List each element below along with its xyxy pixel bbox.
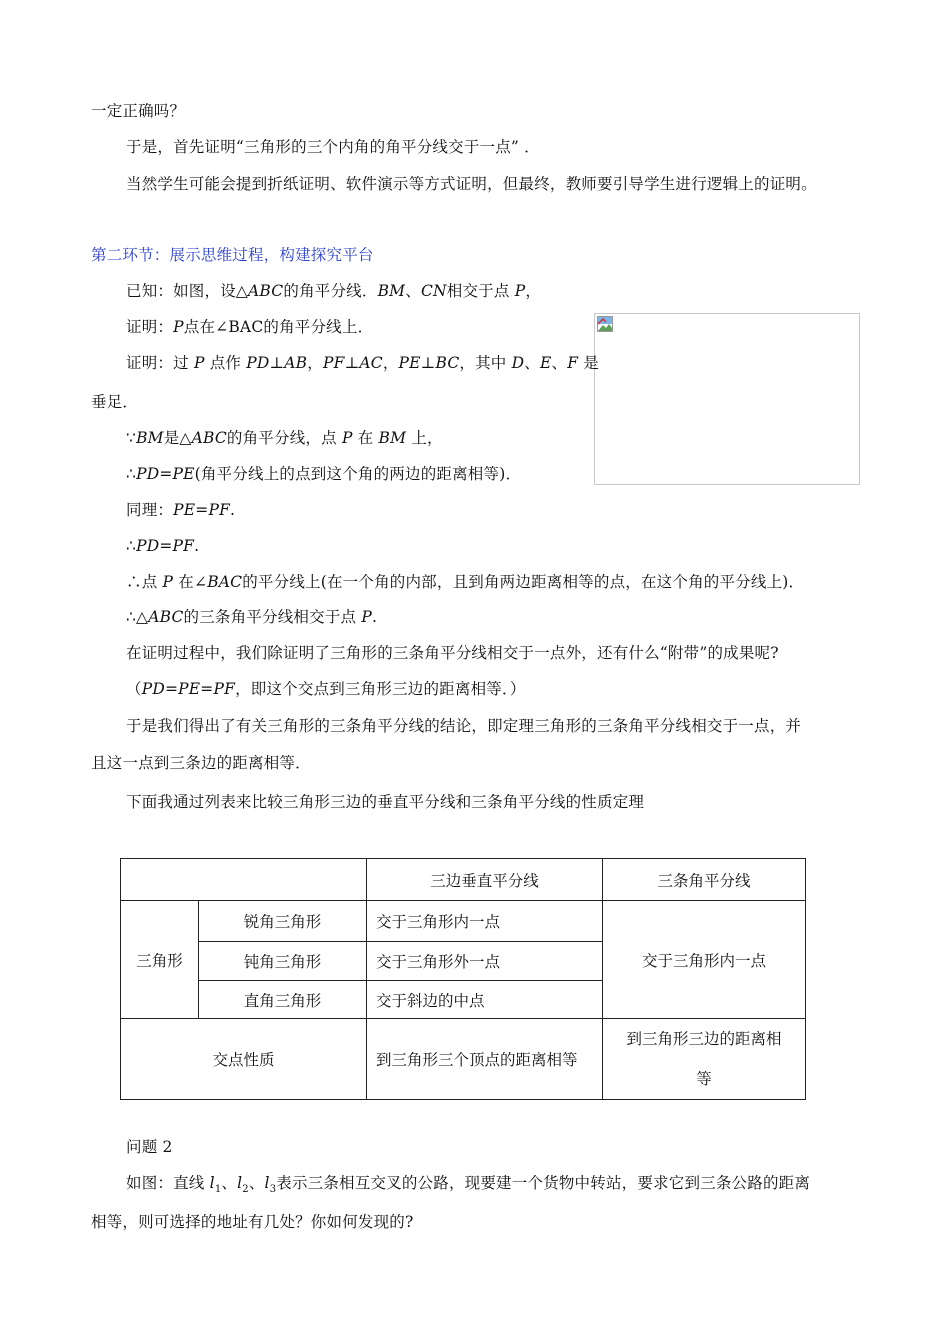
- therefore-line: ∴点 P 在∠BAC的平分线上(在一个角的内部，且到角两边距离相等的点，在这个角的平分线上)．: [126, 573, 805, 591]
- since-line: ∵BM是△ABC的角平分线，点 P 在 BM 上，: [126, 429, 443, 447]
- row-group-label: 三角形: [121, 901, 199, 1019]
- table-cell: 交于三角形内一点: [603, 901, 806, 1019]
- conclusion-line: 且这一点到三条边的距离相等．: [91, 754, 311, 772]
- problem-line: 如图：直线 $l_1$、$l_2$、$l_3$表示三条相互交叉的公路，现要建一个货物中转站，要求它到三条公路的距离: [126, 1174, 811, 1196]
- text-line: 当然学生可能会提到折纸证明、软件演示等方式证明，但最终，教师要引导学生进行逻辑上的证明。: [126, 175, 817, 193]
- therefore-line: ∴△ABC的三条角平分线相交于点 P.: [126, 608, 378, 626]
- conclusion-line: 于是我们得出了有关三角形的三条角平分线的结论，即定理三角形的三条角平分线相交于一点，并: [126, 717, 802, 735]
- row-label: 交点性质: [121, 1019, 367, 1100]
- comparison-table: [120, 858, 806, 1100]
- table-cell: 到三角形三个顶点的距离相等: [367, 1019, 603, 1100]
- table-header-cell: 三条角平分线: [603, 859, 806, 901]
- table-cell: 交于斜边的中点: [367, 981, 603, 1019]
- table-intro: 下面我通过列表来比较三角形三边的垂直平分线和三条角平分线的性质定理: [126, 793, 645, 811]
- proof-line: 证明：过 P 点作 PD⊥AB，PF⊥AC，PE⊥BC，其中 D、E、F 是: [126, 354, 599, 372]
- broken-image-icon: [597, 316, 613, 332]
- figure-placeholder: [594, 313, 860, 485]
- proof-line-cont: 垂足．: [91, 393, 139, 411]
- text-line: 于是，首先证明“三角形的三个内角的角平分线交于一点” ．: [126, 138, 540, 156]
- prove-line: 证明：P点在∠BAC的角平分线上．: [126, 318, 374, 336]
- row-label: 直角三角形: [199, 981, 367, 1019]
- table-row: [121, 1019, 806, 1100]
- text-line: 一定正确吗？: [91, 102, 186, 120]
- question-line: 在证明过程中，我们除证明了三角形的三条角平分线相交于一点外，还有什么“附带”的成果呢?: [126, 644, 779, 662]
- answer-line: （PD=PE=PF，即这个交点到三角形三边的距离相等．）: [126, 680, 526, 698]
- therefore-line: ∴PD=PE(角平分线上的点到这个角的两边的距离相等)．: [126, 465, 522, 483]
- similarly-line: 同理：PE=PF.: [126, 501, 236, 519]
- cell-text: 等: [696, 1070, 712, 1088]
- row-label: 钝角三角形: [199, 942, 367, 981]
- cell-text: 到三角形三边的距离相: [626, 1030, 782, 1048]
- table-cell: 交于三角形内一点: [367, 901, 603, 942]
- table-header-cell: 三边垂直平分线: [367, 859, 603, 901]
- problem-line: 相等，则可选择的地址有几处？你如何发现的?: [91, 1213, 414, 1231]
- table-header-row: [121, 859, 806, 901]
- row-label: 锐角三角形: [199, 901, 367, 942]
- therefore-line: ∴PD=PF.: [126, 537, 200, 555]
- section-heading: 第二环节：展示思维过程，构建探究平台: [91, 246, 374, 264]
- table-cell: 交于三角形外一点: [367, 942, 603, 981]
- table-corner-cell: [121, 859, 367, 901]
- table-cell: [603, 1019, 806, 1100]
- known-line: 已知：如图，设△ABC的角平分线．BM、CN相交于点 P，: [126, 282, 542, 300]
- table-row: [121, 901, 806, 942]
- problem-heading: 问题 2: [126, 1138, 173, 1156]
